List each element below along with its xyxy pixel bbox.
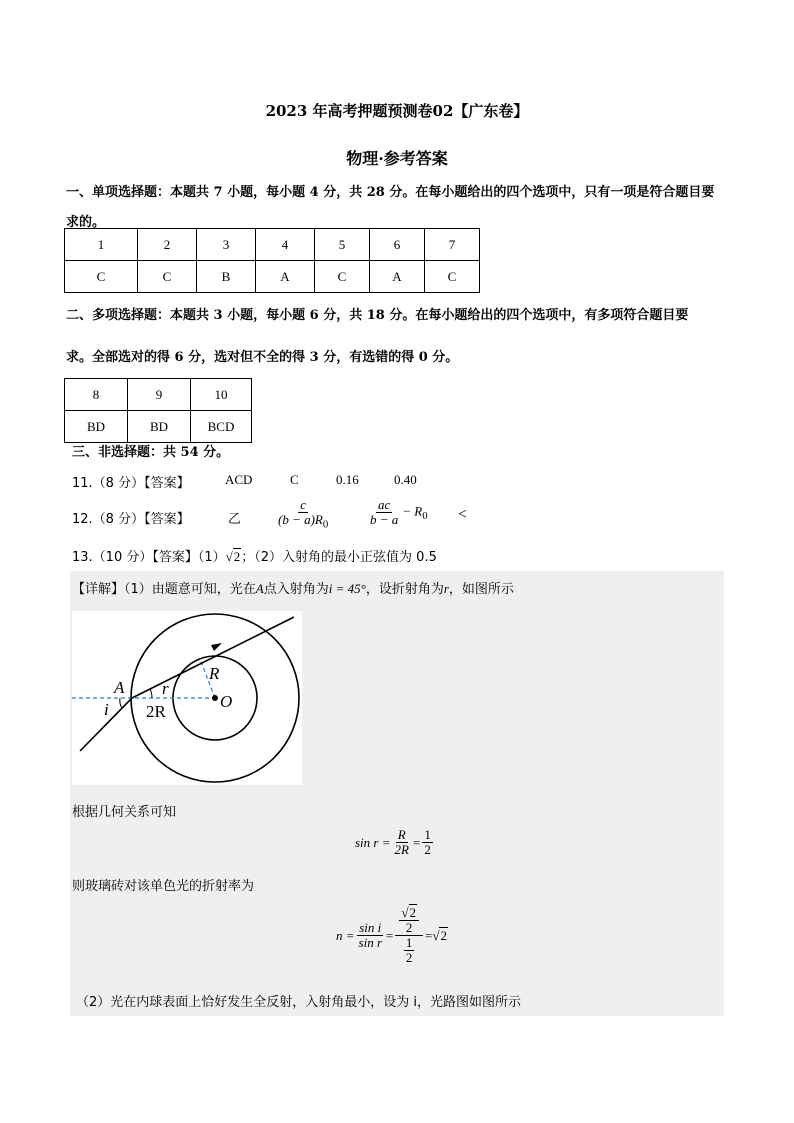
q12-answer-3 <box>366 498 428 527</box>
n-two-b: 2 <box>405 950 413 965</box>
q13-line: 13.（10 分）【答案】（1）√2；（2）入射角的最小正弦值为 0.5 <box>72 549 437 565</box>
s1-answer: C <box>425 261 480 293</box>
detail-intro: 【详解】（1）由题意可知，光在 <box>72 582 256 597</box>
sin-R: R <box>397 827 406 842</box>
q12-f2-denominator: b − a <box>370 512 399 527</box>
sin-equation <box>355 828 435 857</box>
index-text: 则玻璃砖对该单色光的折射率为 <box>72 879 255 894</box>
q11-label: 11.（8 分）【答案】 <box>72 476 190 491</box>
section3-heading: 三、非选择题：共 54 分。 <box>72 445 230 460</box>
detail-text-d: ，如图所示 <box>448 582 514 597</box>
q12-label: 12.（8 分）【答案】 <box>72 512 190 527</box>
sin-two: 2 <box>424 842 431 857</box>
s1-answer: C <box>65 261 138 293</box>
n-result-sqrt: 2 <box>440 927 447 943</box>
s1-num: 2 <box>138 229 197 261</box>
n-lhs: n = <box>336 927 355 943</box>
section2-heading-line2: 求。全部选对的得 6 分，选对但不全的得 3 分，有选错的得 0 分。 <box>66 350 459 365</box>
sin-eq: = <box>412 834 421 850</box>
sin-lhs: sin r = <box>355 834 391 850</box>
detail-text-b: 点入射角为 <box>263 582 329 597</box>
figure-label-A: A <box>114 678 125 697</box>
n-two-a: 2 <box>405 920 413 935</box>
figure-label-r: r <box>162 679 169 698</box>
figure-label-i: i <box>104 700 109 719</box>
s1-num: 6 <box>370 229 425 261</box>
n-sinr: sin r <box>358 935 383 950</box>
detail-part2: （2）光在内球表面上恰好发生全反射，入射角最小，设为 i，光路图如图所示 <box>76 995 522 1010</box>
sin-2R: 2R <box>394 842 409 857</box>
q11-answer-2: C <box>290 472 299 487</box>
q11-answer-1: ACD <box>225 472 253 487</box>
section2-heading-line1: 二、多项选择题：本题共 3 小题，每小题 6 分，共 18 分。在每小题给出的四个选项中，有多项符合题目要 <box>66 308 689 323</box>
q11-answer-3: 0.16 <box>336 472 359 487</box>
index-equation: n = $\frac{\text{sin i}}{\text{sin r}}$ = $\frac{\frac{√2}{2}}{\frac{1}{2}}$ = √2 <box>336 905 447 965</box>
figure-label-2R: 2R <box>146 702 166 721</box>
sin-one: 1 <box>424 827 431 842</box>
detail-point-A: A <box>255 581 264 596</box>
s1-answer: A <box>370 261 425 293</box>
q13-rest: ；（2）入射角的最小正弦值为 0.5 <box>241 550 437 565</box>
n-eq1: = <box>386 927 394 943</box>
n-one: 1 <box>405 935 413 950</box>
s1-num: 3 <box>197 229 256 261</box>
n-eq2: = <box>425 927 433 943</box>
section1-answer-table <box>64 228 480 293</box>
q12-f1-denominator: (b − a)R <box>278 512 323 527</box>
s1-num: 7 <box>425 229 480 261</box>
q12-f1-subscript: 0 <box>322 518 329 531</box>
s1-num: 1 <box>65 229 138 261</box>
document-title: 2023 年高考押题预测卷02【广东卷】 <box>265 102 529 120</box>
q13-label: 13.（10 分）【答案】（1） <box>72 550 226 565</box>
s2-answer: BD <box>128 411 191 443</box>
s2-answer: BCD <box>191 411 252 443</box>
s1-answer: B <box>197 261 256 293</box>
q11-answer-4: 0.40 <box>394 472 417 487</box>
section1-heading: 一、单项选择题：本题共 7 小题，每小题 4 分，共 28 分。在每小题给出的四个选项中，只有一项是符合题目要求的。 <box>66 185 715 230</box>
center-point <box>212 695 218 701</box>
s1-answer: C <box>138 261 197 293</box>
q12-f1-numerator: c <box>300 497 307 512</box>
q12-f2-subscript: 0 <box>422 510 428 523</box>
s1-answer: C <box>315 261 370 293</box>
figure-label-O: O <box>220 692 233 711</box>
figure-label-R: R <box>209 664 220 683</box>
q12-f2-tail: − R <box>402 503 423 519</box>
detail-line1 <box>72 578 514 597</box>
q12-f2-numerator: ac <box>378 497 391 512</box>
n-sini: sin i <box>359 920 382 935</box>
n-sqrt2-top: 2 <box>409 905 416 920</box>
q12-answer-1: 乙 <box>228 511 242 526</box>
s2-num: 9 <box>128 379 191 411</box>
s1-num: 4 <box>256 229 315 261</box>
section2-answer-table <box>64 378 252 443</box>
q11-line <box>72 472 417 491</box>
s1-answer: A <box>256 261 315 293</box>
s1-num: 5 <box>315 229 370 261</box>
document-subtitle: 物理·参考答案 <box>346 149 448 168</box>
s2-answer: BD <box>65 411 128 443</box>
optics-figure <box>72 611 302 785</box>
detail-text-c: ，设折射角为 <box>365 582 444 597</box>
q13-sqrt-value: 2 <box>233 549 241 564</box>
detail-refraction-symbol: r <box>443 581 449 596</box>
geometry-text: 根据几何关系可知 <box>72 805 177 820</box>
s2-num: 8 <box>65 379 128 411</box>
s2-num: 10 <box>191 379 252 411</box>
q12-answer-2 <box>274 498 332 532</box>
detail-incidence-angle: i = 45° <box>328 581 366 596</box>
q12-answer-4: < <box>458 506 468 523</box>
